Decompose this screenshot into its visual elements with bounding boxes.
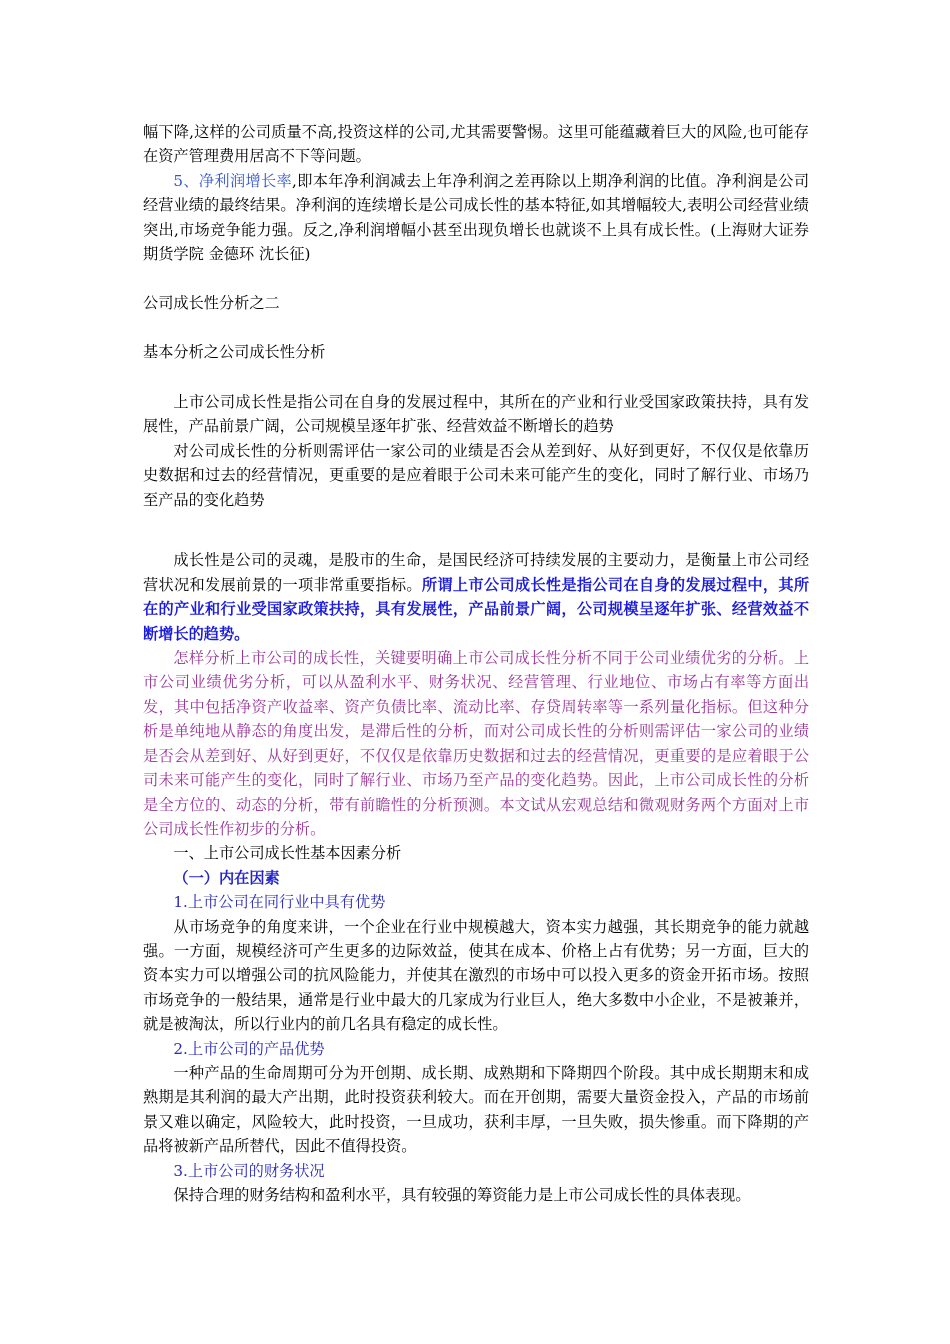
heading-basic-factors: 一、上市公司成长性基本因素分析	[173, 844, 402, 863]
paragraph-definition: 上市公司成长性是指公司在自身的发展过程中，其所在的产业和行业受国家政策扶持，具有发展性，产品前景广阔，公司规模呈逐年扩张、经营效益不断增长的趋势	[143, 393, 809, 436]
paragraph-net-profit-growth	[143, 169, 809, 267]
heading-internal-factors: （一）内在因素	[173, 868, 280, 887]
article-title: 基本分析之公司成长性分析	[143, 342, 326, 361]
paragraph-industry-advantage: 从市场竞争的角度来讲，一个企业在行业中规模越大，资本实力越强，其长期竞争的能力就越强。一方面，规模经济可产生更多的边际效益，使其在成本、价格上占有优势；另一方面，巨大的资本实力可以增强公司的抗风险能力，并使其在激烈的市场中可以投入更多的资金开拓市场。按照市场竞争的一般结果，通常是行业中最大的几家成为行业巨人，绝大多数中小企业，不是被兼并，就是被淘汰，所以行业内的前几名具有稳定的成长性。	[143, 917, 809, 1034]
paragraph-how-to-analyze: 怎样分析上市公司的成长性，关键要明确上市公司成长性分析不同于公司业绩优劣的分析。上市公司业绩优劣分析，可以从盈利水平、财务状况、经营管理、行业地位、市场占有率等方面出发，其中包括净资产收益率、资产负债比率、流动比率、存贷周转率等一系列量化指标。但这种分析是单纯地从静态的角度出发，是滞后性的分析，而对公司成长性的分析则需评估一家公司的业绩是否会从差到好、从好到更好，不仅仅是依靠历史数据和过去的经营情况，更重要的是应着眼于公司未来可能产生的变化，同时了解行业、市场乃至产品的变化趋势。因此，上市公司成长性的分析是全方位的、动态的分析，带有前瞻性的分析预测。本文试从宏观总结和微观财务两个方面对上市公司成长性作初步的分析。	[143, 649, 809, 838]
paragraph-soul	[143, 548, 809, 646]
net-profit-growth-link[interactable]: 5、净利润增长率	[173, 171, 293, 190]
subheading-financial-status: 3.上市公司的财务状况	[173, 1161, 325, 1180]
paragraph-product-advantage: 一种产品的生命周期可分为开创期、成长期、成熟期和下降期四个阶段。其中成长期期末和成熟期是其利润的最大产出期，此时投资获利较大。而在开创期，需要大量资金投入，产品的市场前景又难以确定，风险较大，此时投资，一旦成功，获利丰厚，一旦失败，损失惨重。而下降期的产品将被新产品所替代，因此不值得投资。	[143, 1063, 809, 1156]
section-title: 公司成长性分析之二	[143, 293, 280, 312]
paragraph-intro-tail: 幅下降,这样的公司质量不高,投资这样的公司,尤其需要警惕。这里可能蕴藏着巨大的风险,也可能存在资产管理费用居高不下等问题。	[143, 123, 809, 166]
subheading-industry-advantage: 1.上市公司在同行业中具有优势	[173, 893, 386, 912]
paragraph-soul-plain: 成长性是公司的灵魂，是股市的生命，是国民经济可持续发展的主要动力，是衡量上市公司经营状况和发展前景的一项非常重要指标。	[143, 551, 809, 594]
paragraph-analysis: 对公司成长性的分析则需评估一家公司的业绩是否会从差到好、从好到更好，不仅仅是依靠历史数据和过去的经营情况，更重要的是应着眼于公司未来可能产生的变化，同时了解行业、市场乃至产品的变化趋势	[143, 441, 809, 509]
paragraph-financial-status: 保持合理的财务结构和盈利水平，具有较强的筹资能力是上市公司成长性的具体表现。	[173, 1186, 751, 1205]
net-profit-growth-text: ,即本年净利润减去上年净利润之差再除以上期净利润的比值。净利润是公司经营业绩的最终结果。净利润的连续增长是公司成长性的基本特征,如其增幅较大,表明公司经营业绩突出,市场竞争能力强。反之,净利润增幅小甚至出现负增长也就谈不上具有成长性。(上海财大证券期货学院 金德环 沈长征)	[143, 171, 810, 264]
paragraph-soul-bold: 所谓上市公司成长性是指公司在自身的发展过程中，其所在的产业和行业受国家政策扶持，具有发展性，产品前景广阔，公司规模呈逐年扩张、经营效益不断增长的趋势。	[143, 575, 810, 643]
document-page	[143, 120, 809, 1207]
subheading-product-advantage: 2.上市公司的产品优势	[173, 1039, 325, 1058]
